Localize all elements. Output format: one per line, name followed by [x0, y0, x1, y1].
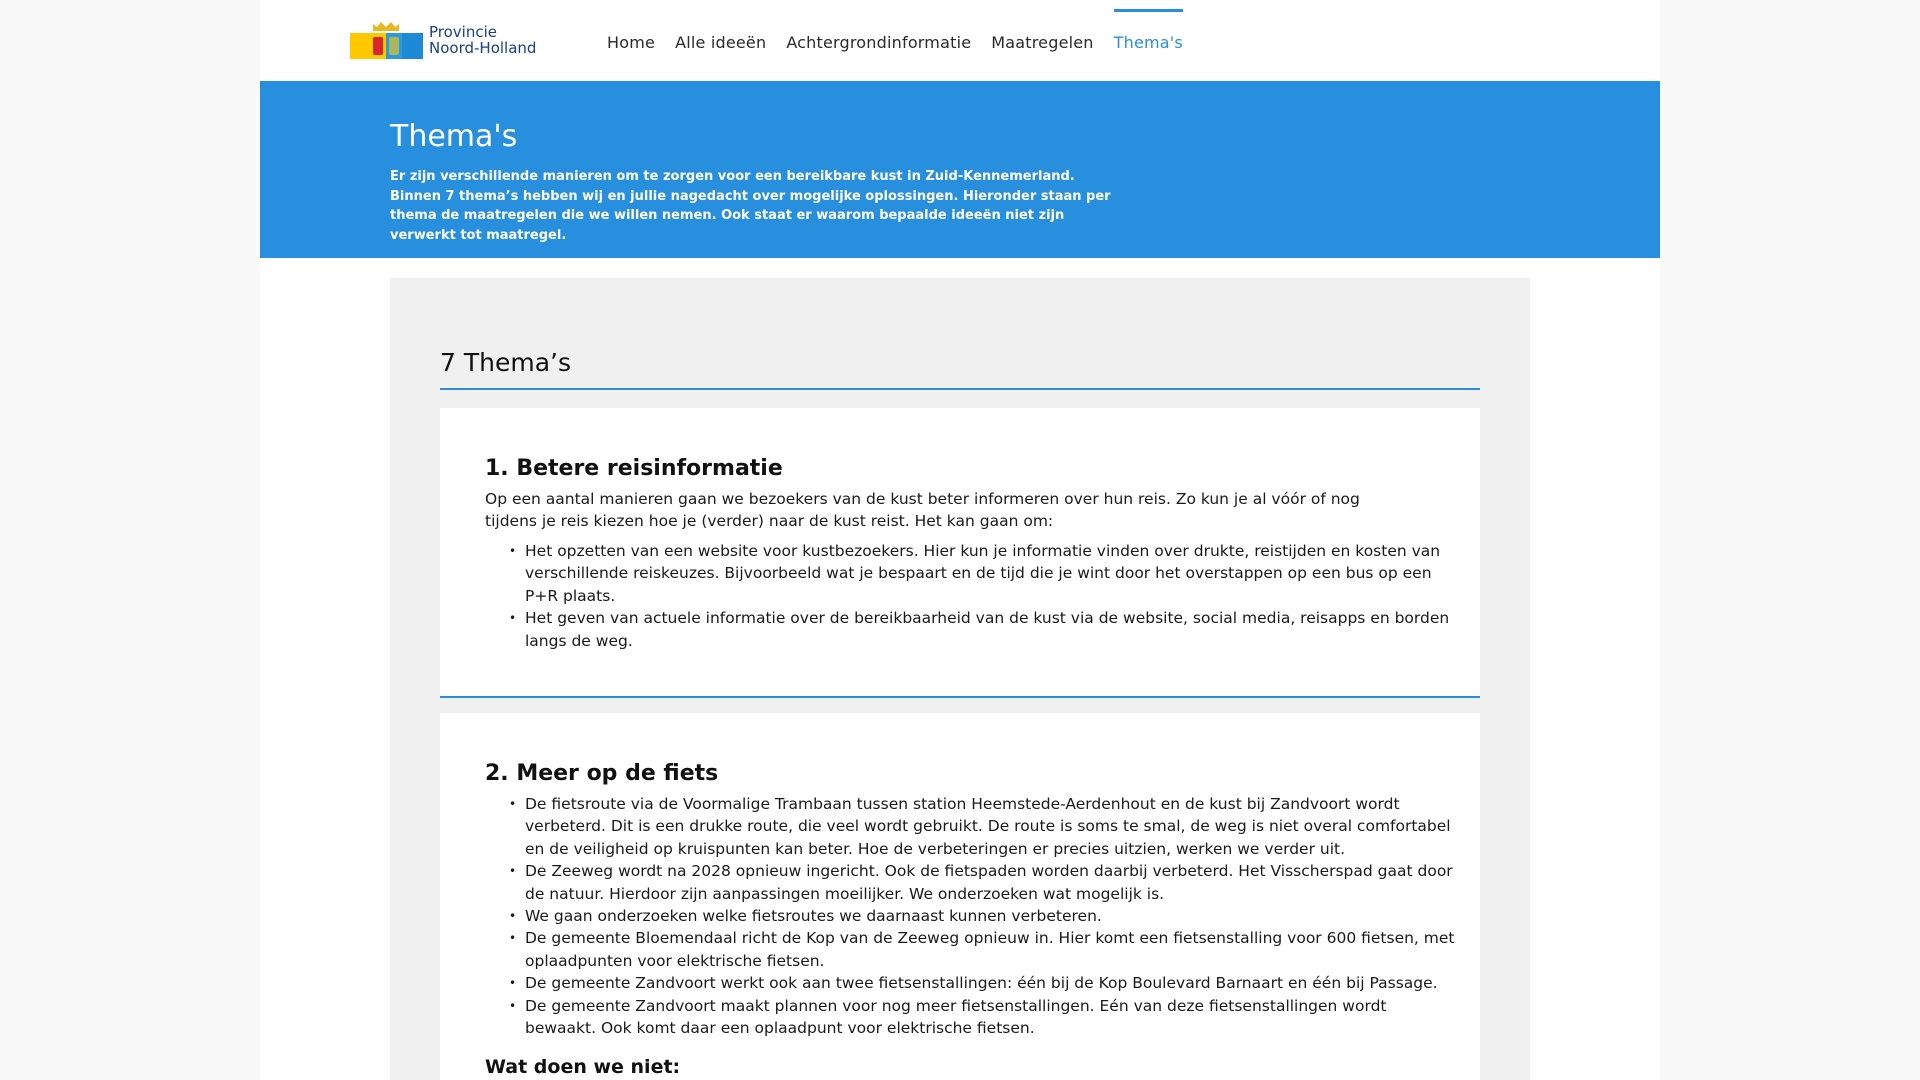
theme-list: [485, 793, 1455, 1039]
logo-line-2: Noord-Holland: [429, 39, 537, 57]
main-nav: [607, 0, 1183, 81]
logo-text: [429, 24, 536, 56]
nav-themas[interactable]: Thema's: [1114, 29, 1183, 52]
section-title: 7 Thema’s: [440, 336, 1480, 390]
nav-achtergrondinformatie[interactable]: Achtergrondinformatie: [786, 33, 972, 52]
themes-section: [390, 278, 1530, 1080]
theme-subheading: Wat doen we niet:: [485, 1056, 681, 1079]
list-item: • De fietsroute via de Voormalige Trambaan tussen station Heemstede-Aerdenhout en de kust bij Zandvoort wordt verbeterd. Dit is een drukke route, die veel wordt gebruikt. De route is soms te smal, de weg is niet overal comfortabel en de veiligheid op kruispunten kan beter. Hoe de verbeteringen er precies uitzien, werken we verder uit.: [525, 793, 1455, 860]
theme-card-2: [440, 713, 1480, 1080]
page-title: Thema's: [390, 119, 518, 154]
nav-maatregelen[interactable]: Maatregelen: [991, 33, 1094, 52]
list-item: • Het opzetten van een website voor kustbezoekers. Hier kun je informatie vinden over drukte, reistijden en kosten van verschillende reiskeuzes. Bijvoorbeeld wat je bespaart en de tijd die je wint door het overstappen op een bus op een P+R plaats.: [525, 540, 1455, 607]
crown-icon: [372, 21, 400, 32]
theme-list: [485, 540, 1455, 652]
site-header: [260, 0, 1660, 81]
theme-title: 2. Meer op de fiets: [485, 761, 719, 786]
hero-description: Er zijn verschillende manieren om te zorgen voor een bereikbare kust in Zuid-Kennemerland. Binnen 7 thema’s hebben wij en jullie nagedacht over mogelijke oplossingen. Hieronder staan per thema de maatregelen die we willen nemen. Ook staat er waarom bepaalde ideeën niet zijn verwerkt tot maatregel.: [390, 169, 1111, 243]
list-item: • De Zeeweg wordt na 2028 opnieuw ingericht. Ook de fietspaden worden daarbij verbeterd. Het Visscherspad gaat door de natuur. Hierdoor zijn aanpassingen moeilijker. We onderzoeken wat mogelijk is.: [525, 860, 1455, 905]
theme-intro: Op een aantal manieren gaan we bezoekers van de kust beter informeren over hun reis. Zo kun je al vóór of nog tijdens je reis kiezen hoe je (verder) naar de kust reist. Het kan gaan om:: [485, 490, 1360, 530]
page-container: [260, 0, 1660, 1080]
nav-home[interactable]: Home: [607, 33, 656, 52]
nav-alle-ideeen[interactable]: Alle ideeën: [675, 33, 767, 52]
logo-line-1: Provincie: [429, 23, 497, 41]
list-item: • Het geven van actuele informatie over de bereikbaarheid van de kust via de website, social media, reisapps en borden langs de weg.: [525, 607, 1455, 652]
theme-title: 1. Betere reisinformatie: [485, 456, 783, 481]
logo-link[interactable]: [350, 20, 536, 60]
provincie-logo-icon: [350, 20, 423, 60]
list-item: • De gemeente Zandvoort werkt ook aan twee fietsenstallingen: één bij de Kop Boulevard Barnaart en één bij Passage.: [525, 972, 1455, 994]
hero-banner: [260, 81, 1660, 258]
theme-card-1: [440, 408, 1480, 698]
list-item: • We gaan onderzoeken welke fietsroutes we daarnaast kunnen verbeteren.: [525, 905, 1455, 927]
list-item: • De gemeente Bloemendaal richt de Kop van de Zeeweg opnieuw in. Hier komt een fietsenstalling voor 600 fietsen, met oplaadpunten voor elektrische fietsen.: [525, 927, 1455, 972]
list-item: • De gemeente Zandvoort maakt plannen voor nog meer fietsenstallingen. Eén van deze fietsenstallingen wordt bewaakt. Ook komt daar een oplaadpunt voor elektrische fietsen.: [525, 995, 1455, 1040]
